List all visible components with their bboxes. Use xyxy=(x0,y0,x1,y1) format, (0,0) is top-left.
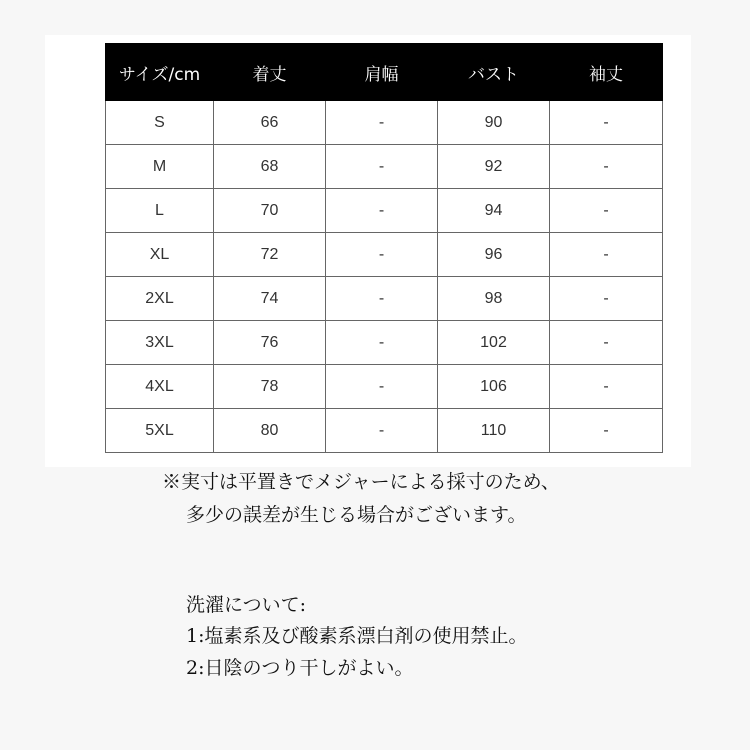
table-cell: - xyxy=(326,189,438,233)
table-cell: 5XL xyxy=(106,409,214,453)
table-cell: 2XL xyxy=(106,277,214,321)
table-cell: - xyxy=(550,233,663,277)
table-cell: - xyxy=(550,189,663,233)
table-header-row xyxy=(106,44,663,101)
table-cell: 70 xyxy=(214,189,326,233)
table-row xyxy=(106,277,663,321)
header-shoulder: 肩幅 xyxy=(326,44,438,101)
measurement-note-line-2: 多少の誤差が生じる場合がございます。 xyxy=(186,504,527,526)
table-cell: XL xyxy=(106,233,214,277)
table-row xyxy=(106,409,663,453)
measurement-note-line-1: ※実寸は平置きでメジャーによる採寸のため、 xyxy=(162,471,560,493)
table-cell: - xyxy=(326,233,438,277)
washing-item-1: 1:塩素系及び酸素系漂白剤の使用禁止。 xyxy=(186,625,528,647)
table-cell: 102 xyxy=(438,321,550,365)
table-cell: S xyxy=(106,101,214,145)
size-table xyxy=(105,43,663,453)
table-cell: 92 xyxy=(438,145,550,189)
table-cell: 78 xyxy=(214,365,326,409)
table-cell: - xyxy=(326,321,438,365)
table-cell: - xyxy=(550,409,663,453)
table-cell: 106 xyxy=(438,365,550,409)
table-cell: - xyxy=(326,277,438,321)
table-cell: 66 xyxy=(214,101,326,145)
washing-title: 洗濯について: xyxy=(186,594,307,616)
table-cell: 110 xyxy=(438,409,550,453)
table-cell: - xyxy=(326,365,438,409)
table-cell: - xyxy=(326,409,438,453)
table-row xyxy=(106,233,663,277)
table-cell: 68 xyxy=(214,145,326,189)
table-cell: M xyxy=(106,145,214,189)
table-cell: 4XL xyxy=(106,365,214,409)
table-cell: 96 xyxy=(438,233,550,277)
table-cell: - xyxy=(550,277,663,321)
table-cell: 90 xyxy=(438,101,550,145)
table-cell: - xyxy=(326,145,438,189)
header-size: サイズ/cm xyxy=(106,44,214,101)
header-bust: バスト xyxy=(438,44,550,101)
table-cell: 94 xyxy=(438,189,550,233)
table-row xyxy=(106,101,663,145)
table-row xyxy=(106,145,663,189)
table-row xyxy=(106,365,663,409)
table-cell: 72 xyxy=(214,233,326,277)
table-cell: 76 xyxy=(214,321,326,365)
table-row xyxy=(106,321,663,365)
table-cell: - xyxy=(550,101,663,145)
washing-item-2: 2:日陰のつり干しがよい。 xyxy=(186,657,414,679)
table-cell: 74 xyxy=(214,277,326,321)
header-length: 着丈 xyxy=(214,44,326,101)
header-sleeve: 袖丈 xyxy=(550,44,663,101)
table-cell: 98 xyxy=(438,277,550,321)
table-row xyxy=(106,189,663,233)
table-cell: - xyxy=(550,365,663,409)
table-cell: 80 xyxy=(214,409,326,453)
table-cell: - xyxy=(550,145,663,189)
table-cell: - xyxy=(550,321,663,365)
table-cell: 3XL xyxy=(106,321,214,365)
table-cell: - xyxy=(326,101,438,145)
table-cell: L xyxy=(106,189,214,233)
